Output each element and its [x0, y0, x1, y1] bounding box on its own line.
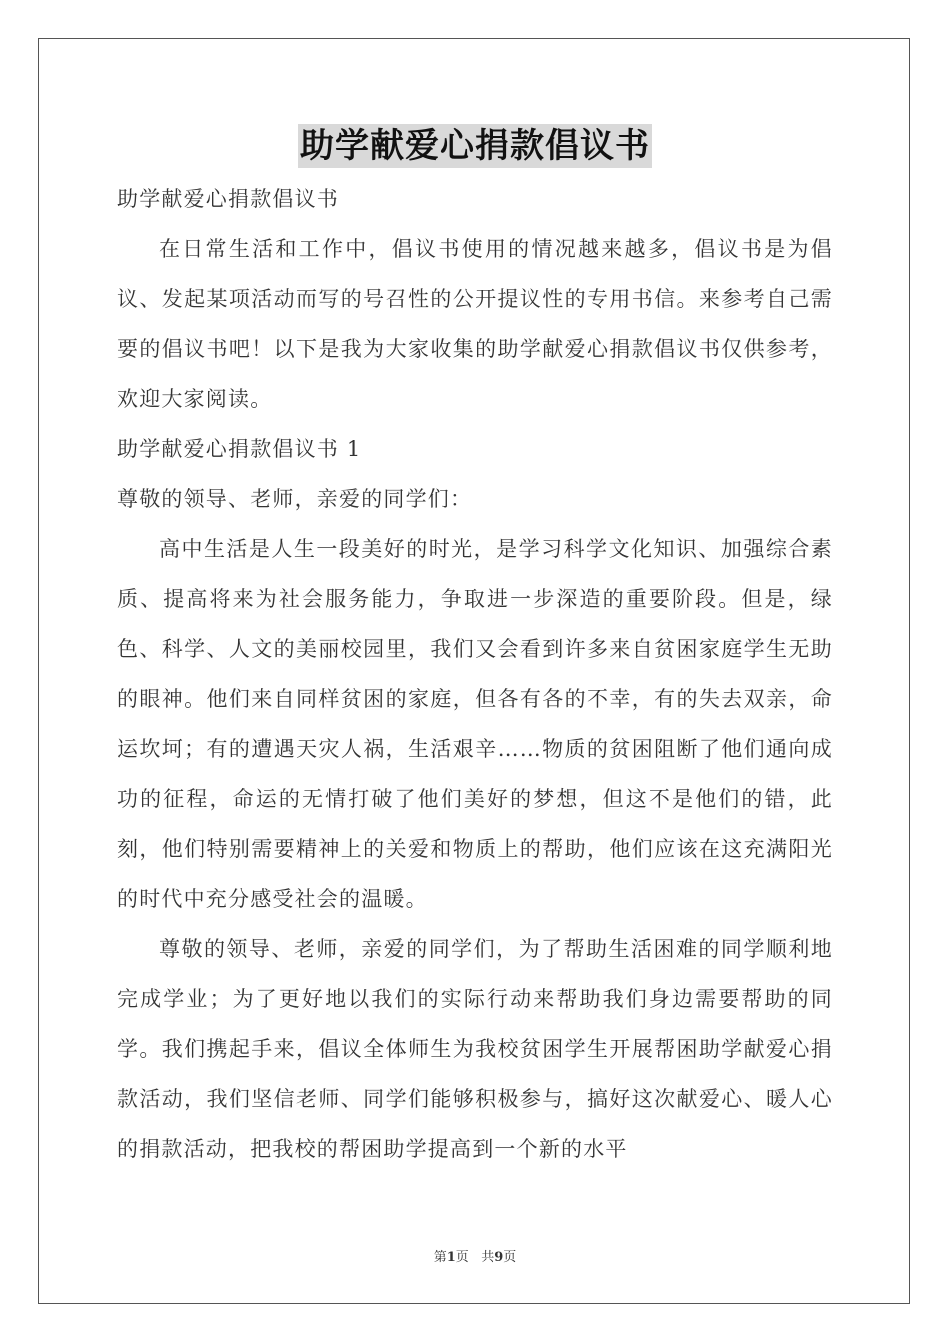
document-title: 助学献爱心捐款倡议书 — [300, 126, 650, 166]
salutation: 尊敬的领导、老师，亲爱的同学们： — [117, 487, 473, 511]
document-subtitle: 助学献爱心捐款倡议书 — [117, 187, 339, 211]
total-suffix: 页 — [503, 1250, 517, 1265]
section-title: 助学献爱心捐款倡议书 1 — [117, 437, 362, 461]
page-current: 1 — [446, 1250, 456, 1265]
intro-paragraph: 在日常生活和工作中，倡议书使用的情况越来越多，倡议书是为倡议、发起某项活动而写的号召性的公开提议性的专用书信。来参考自己需要的倡议书吧！以下是我为大家收集的助学献爱心捐款倡议书仅供参考，欢迎大家阅读。 — [117, 237, 833, 411]
page-prefix: 第 — [433, 1250, 447, 1265]
document-body — [117, 174, 833, 1174]
total-prefix: 共 — [481, 1250, 495, 1265]
body-paragraph-2: 尊敬的领导、老师，亲爱的同学们，为了帮助生活困难的同学顺利地完成学业；为了更好地以我们的实际行动来帮助我们身边需要帮助的同学。我们携起手来，倡议全体师生为我校贫困学生开展帮困助学献爱心捐款活动，我们坚信老师、同学们能够积极参与，搞好这次献爱心、暖人心的捐款活动，把我校的帮困助学提高到一个新的水平 — [117, 937, 833, 1161]
page-total: 9 — [494, 1250, 504, 1265]
title-container — [0, 124, 950, 168]
page-suffix: 页 — [455, 1250, 469, 1265]
page-footer — [0, 1246, 950, 1265]
body-paragraph-1: 高中生活是人生一段美好的时光，是学习科学文化知识、加强综合素质、提高将来为社会服务能力，争取进一步深造的重要阶段。但是，绿色、科学、人文的美丽校园里，我们又会看到许多来自贫困家庭学生无助的眼神。他们来自同样贫困的家庭，但各有各的不幸，有的失去双亲，命运坎坷；有的遭遇天灾人祸，生活艰辛……物质的贫困阻断了他们通向成功的征程，命运的无情打破了他们美好的梦想，但这不是他们的错，此刻，他们特别需要精神上的关爱和物质上的帮助，他们应该在这充满阳光的时代中充分感受社会的温暖。 — [117, 537, 833, 911]
